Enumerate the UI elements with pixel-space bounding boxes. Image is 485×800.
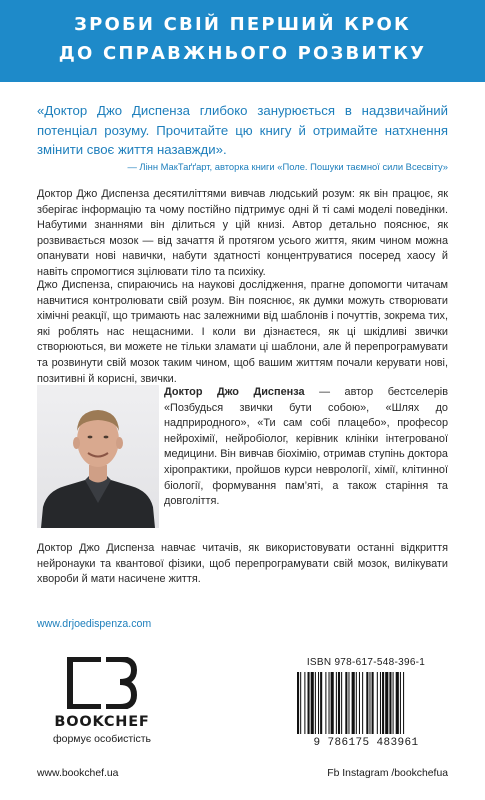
description-paragraph-1: Доктор Джо Диспенза десятиліттями вивчав людський розум: як він працює, як зберігає інформацію та чому постійно підтримує одні й ті самі моделі поведінки. Набутими знаннями він ділиться у цій книзі. Автор детально пояснює, як розвивається мозок — від зачаття й протягом усього життя, яким чином можна опанувати нові навички, набути здатності концентруватися посеред хаосу й навіть спромогтися зцілювати тіло та психіку. xyxy=(37,188,448,278)
headline-line-2: ДО СПРАВЖНЬОГО РОЗВИТКУ xyxy=(58,43,427,64)
isbn-digits: 9 786175 483961 xyxy=(313,737,419,749)
headline-banner xyxy=(0,0,485,82)
barcode-icon xyxy=(283,657,449,747)
isbn-barcode xyxy=(283,657,449,747)
quote-attribution: — Лінн МакТаґґарт, авторка книги «Поле. Пошуки таємної сили Всесвіту» xyxy=(127,161,448,172)
description-paragraph-2: Джо Диспенза, спираючись на наукові дослідження, прагне допомогти читачам навчитися контролювати свій розум. Він пояснює, як думки можуть створювати хімічні реакції, що тримають нас залежними від шаблонів і почуттів, зокрема тих, які роблять нас нещасними. І коли ви дізнаєтеся, як ці шкідливі звички створюються, ви можете не тільки зламати ці шаблони, але й перепрограмувати та розвинути свій мозок таким чином, щоб вашим життям почали керувати нові, позитивні й корисні, звички. xyxy=(37,279,448,385)
publisher-brand: BOOKCHEF xyxy=(54,714,150,730)
bookchef-logo-icon xyxy=(62,657,140,709)
author-photo xyxy=(37,385,159,528)
author-bio xyxy=(164,385,448,510)
review-quote: «Доктор Джо Диспенза глибоко занурюється в надзвичайний потенціал розуму. Прочитайте цю книгу й отримайте натхнення змінити своє життя назавжди». xyxy=(37,103,448,157)
publisher-tagline: формує особистість xyxy=(52,733,152,745)
author-bio-text: — автор бестселерів «Позбудься звички бути собою», «Шлях до надприродного», «Ти сам собі плацебо», професор нейрохімії, нейробіолог, керівник клініки інтегрованої медицини. Він вивчав біохімію, отримав ступінь доктора хіропрактики, пройшов курси неврології, хімії, клітинної біології, формування пам’яті, а також старіння та довголіття. xyxy=(164,386,448,508)
isbn-label: ISBN 978-617-548-396-1 xyxy=(306,657,426,668)
author-bio-continued: Доктор Джо Диспенза навчає читачів, як використовувати останні відкриття нейронауки та квантової фізики, щоб перепрограмувати свій мозок, вилікувати хвороби й мати насичене життя. xyxy=(37,542,448,586)
publisher-social-link[interactable]: Fb Instagram /bookchefua xyxy=(327,768,448,779)
author-name: Доктор Джо Диспенза xyxy=(164,386,305,398)
author-website-link[interactable]: www.drjoedispenza.com xyxy=(37,618,152,630)
publisher-website-link[interactable]: www.bookchef.ua xyxy=(37,768,119,779)
headline-line-1: ЗРОБИ СВІЙ ПЕРШИЙ КРОК xyxy=(74,14,411,35)
